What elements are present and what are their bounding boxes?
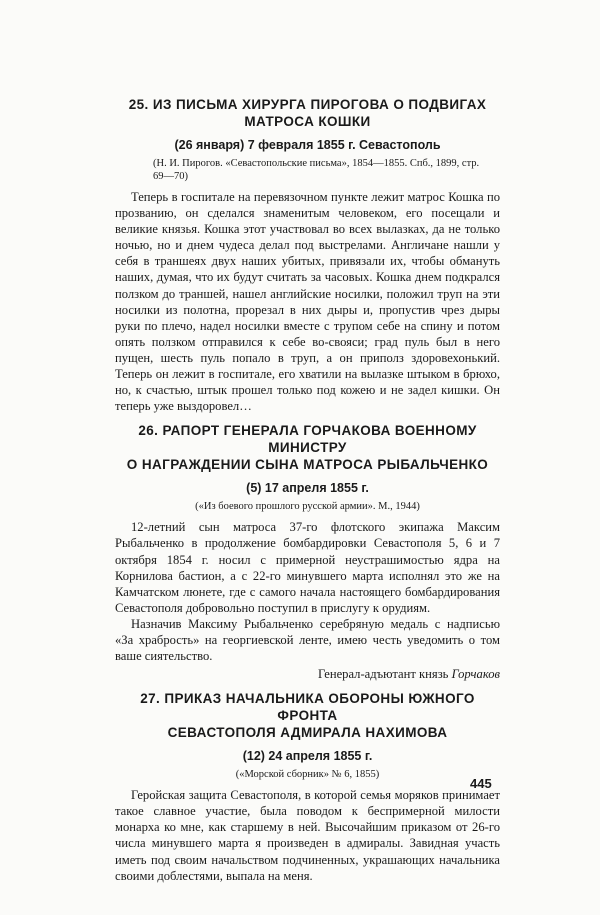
document-section-25 xyxy=(115,96,500,414)
document-section-26 xyxy=(115,422,500,682)
document-section-27 xyxy=(115,690,500,884)
section-heading xyxy=(115,690,500,741)
body-paragraph: Теперь в госпитале на перевязочном пункте лежит матрос Кошка по прозванию, он сделался знаменитым человеком, его посещали и великие князья. Кошка этот участвовал во всех вылазках, да не только ночью, но и днем чудеса делал под выстрелами. Англичане нашли у себя в траншеях двух наших убитых, привязали их, чтобы обмануть наших, думая, что их будут считать за часовых. Кошка днем подкрался ползком до траншей, нашел английские носилки, положил труп на эти носилки из полотна, прорезал в них дыры и, пропустив чрез дыры руки по плечо, надел носилки вместе с трупом себе на спину и потом опять ползком отправился к себе во-свояси; град пуль был в него пущен, шесть пуль попало в труп, а он приполз здоровехонький. Теперь он лежит в госпитале, его хватили на вылазке штыком в брюхо, но, к счастью, штык прошел только под кожею и не задел кишки. Он теперь уже выздоровел… xyxy=(115,190,500,414)
signature-name: Горчаков xyxy=(451,667,500,682)
section-heading xyxy=(115,422,500,473)
heading-line-2: О НАГРАЖДЕНИИ СЫНА МАТРОСА РЫБАЛЬЧЕНКО xyxy=(126,457,489,473)
page-content xyxy=(115,96,500,892)
section-dateline: (12) 24 апреля 1855 г. xyxy=(242,749,373,764)
signature xyxy=(115,666,500,682)
section-source: («Морской сборник» № 6, 1855) xyxy=(235,769,380,781)
body-paragraph: 12-летний сын матроса 37-го флотского экипажа Максим Рыбальченко в продолжение бомбардировки Севастополя 5, 6 и 7 октября 1854 г. носил с примерной неустрашимостью ядра на Корнилова бастион, а с 22-го минувшего марта исполнял это же на Камчатском люнете, где с самого начала настоящего бомбардирования Севастополя добровольно поступил в прислугу к орудиям. xyxy=(115,520,500,615)
heading-line-2: СЕВАСТОПОЛЯ АДМИРАЛА НАХИМОВА xyxy=(167,725,448,741)
signature-title: Генерал-адъютант князь xyxy=(317,667,449,682)
section-dateline: (5) 17 апреля 1855 г. xyxy=(246,481,369,496)
section-dateline: (26 января) 7 февраля 1855 г. Севастополь xyxy=(174,138,441,152)
heading-line-1: 26. РАПОРТ ГЕНЕРАЛА ГОРЧАКОВА ВОЕННОМУ МИНИСТРУ xyxy=(138,423,477,456)
section-source: (Н. И. Пирогов. «Севастопольские письма», 1854—1855. Спб., 1899, стр. 69—70) xyxy=(153,158,480,182)
page-number: 445 xyxy=(470,776,492,791)
heading-line-1: 27. ПРИКАЗ НАЧАЛЬНИКА ОБОРОНЫ ЮЖНОГО ФРОНТА xyxy=(140,691,475,724)
heading-line-1: 25. ИЗ ПИСЬМА ХИРУРГА ПИРОГОВА О ПОДВИГАХ xyxy=(128,97,487,112)
section-heading xyxy=(115,96,500,130)
body-paragraph: Назначив Максиму Рыбальченко серебряную медаль с надписью «За храбрость» на георгиевской ленте, имею честь уведомить о том ваше сиятельство. xyxy=(115,616,500,664)
body-paragraph: Геройская защита Севастополя, в которой семья моряков принимает такое славное участие, была поводом к беспримерной милости монарха ко мне, как старшему в ней. Высочайшим приказом от 26-го числа минувшего марта я произведен в адмиралы. Завидная участь иметь под своим начальством подчиненных, украшающих начальника своими доблестями, выпала на меня. xyxy=(115,788,500,883)
heading-line-2: МАТРОСА КОШКИ xyxy=(244,114,371,129)
section-source: («Из боевого прошлого русской армии». М., 1944) xyxy=(195,501,420,513)
